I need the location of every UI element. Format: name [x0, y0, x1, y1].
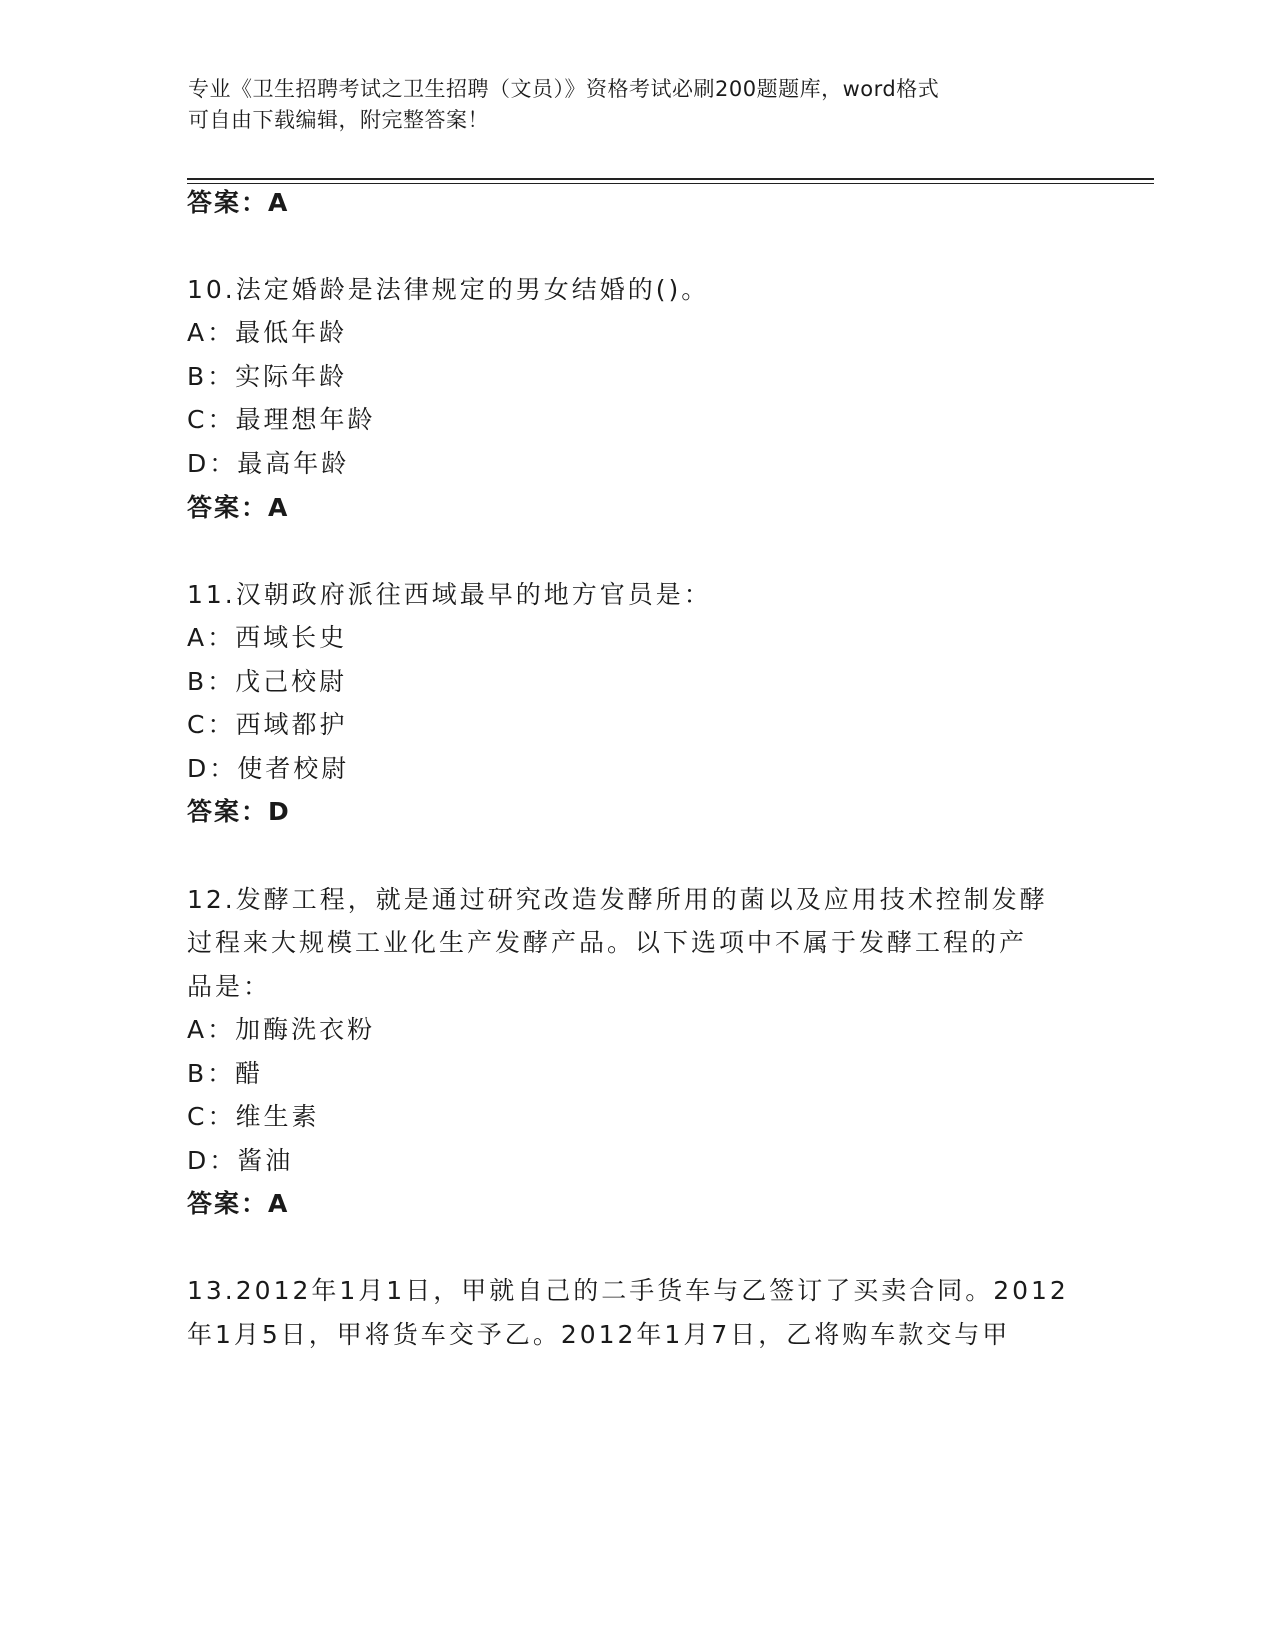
header-line-1: 专业《卫生招聘考试之卫生招聘（文员）》资格考试必刷200题题库，word格式 — [188, 77, 940, 101]
q13-stem-line-1: 13.2012年1月1日，甲就自己的二手货车与乙签订了买卖合同。2012 — [187, 1276, 1069, 1305]
q12-option-a: A：加酶洗衣粉 — [187, 1015, 376, 1044]
q13-stem-line-2: 年1月5日，甲将货车交予乙。2012年1月7日，乙将购车款交与甲 — [187, 1320, 1011, 1349]
q12-stem-line-2: 过程来大规模工业化生产发酵产品。以下选项中不属于发酵工程的产 — [187, 928, 1028, 957]
q10-option-b: B：实际年龄 — [187, 362, 348, 391]
q12-option-b: B：醋 — [187, 1059, 264, 1088]
header-rule-thick — [187, 178, 1154, 180]
q12-stem-line-3: 品是： — [187, 972, 272, 1001]
q12-answer: 答案：A — [187, 1189, 290, 1218]
q11-option-a: A：西域长史 — [187, 623, 348, 652]
q11-option-c: C：西域都护 — [187, 710, 348, 739]
q12-stem-line-1: 12.发酵工程，就是通过研究改造发酵所用的菌以及应用技术控制发酵 — [187, 885, 1048, 914]
q12-option-c: C：维生素 — [187, 1102, 320, 1131]
document-header — [188, 74, 1088, 136]
prev-answer: 答案：A — [187, 188, 290, 217]
q11-stem: 11.汉朝政府派往西域最早的地方官员是： — [187, 580, 712, 609]
q10-answer: 答案：A — [187, 493, 290, 522]
q10-stem: 10.法定婚龄是法律规定的男女结婚的()。 — [187, 275, 710, 304]
q10-option-a: A：最低年龄 — [187, 318, 348, 347]
header-line-2: 可自由下载编辑，附完整答案！ — [188, 108, 489, 132]
q10-option-c: C：最理想年龄 — [187, 405, 376, 434]
q11-option-d: D：使者校尉 — [187, 754, 350, 783]
header-rule-thin — [187, 183, 1154, 184]
q11-option-b: B：戊己校尉 — [187, 667, 348, 696]
q10-option-d: D：最高年龄 — [187, 449, 350, 478]
q11-answer: 答案：D — [187, 797, 291, 826]
q12-option-d: D：酱油 — [187, 1146, 294, 1175]
